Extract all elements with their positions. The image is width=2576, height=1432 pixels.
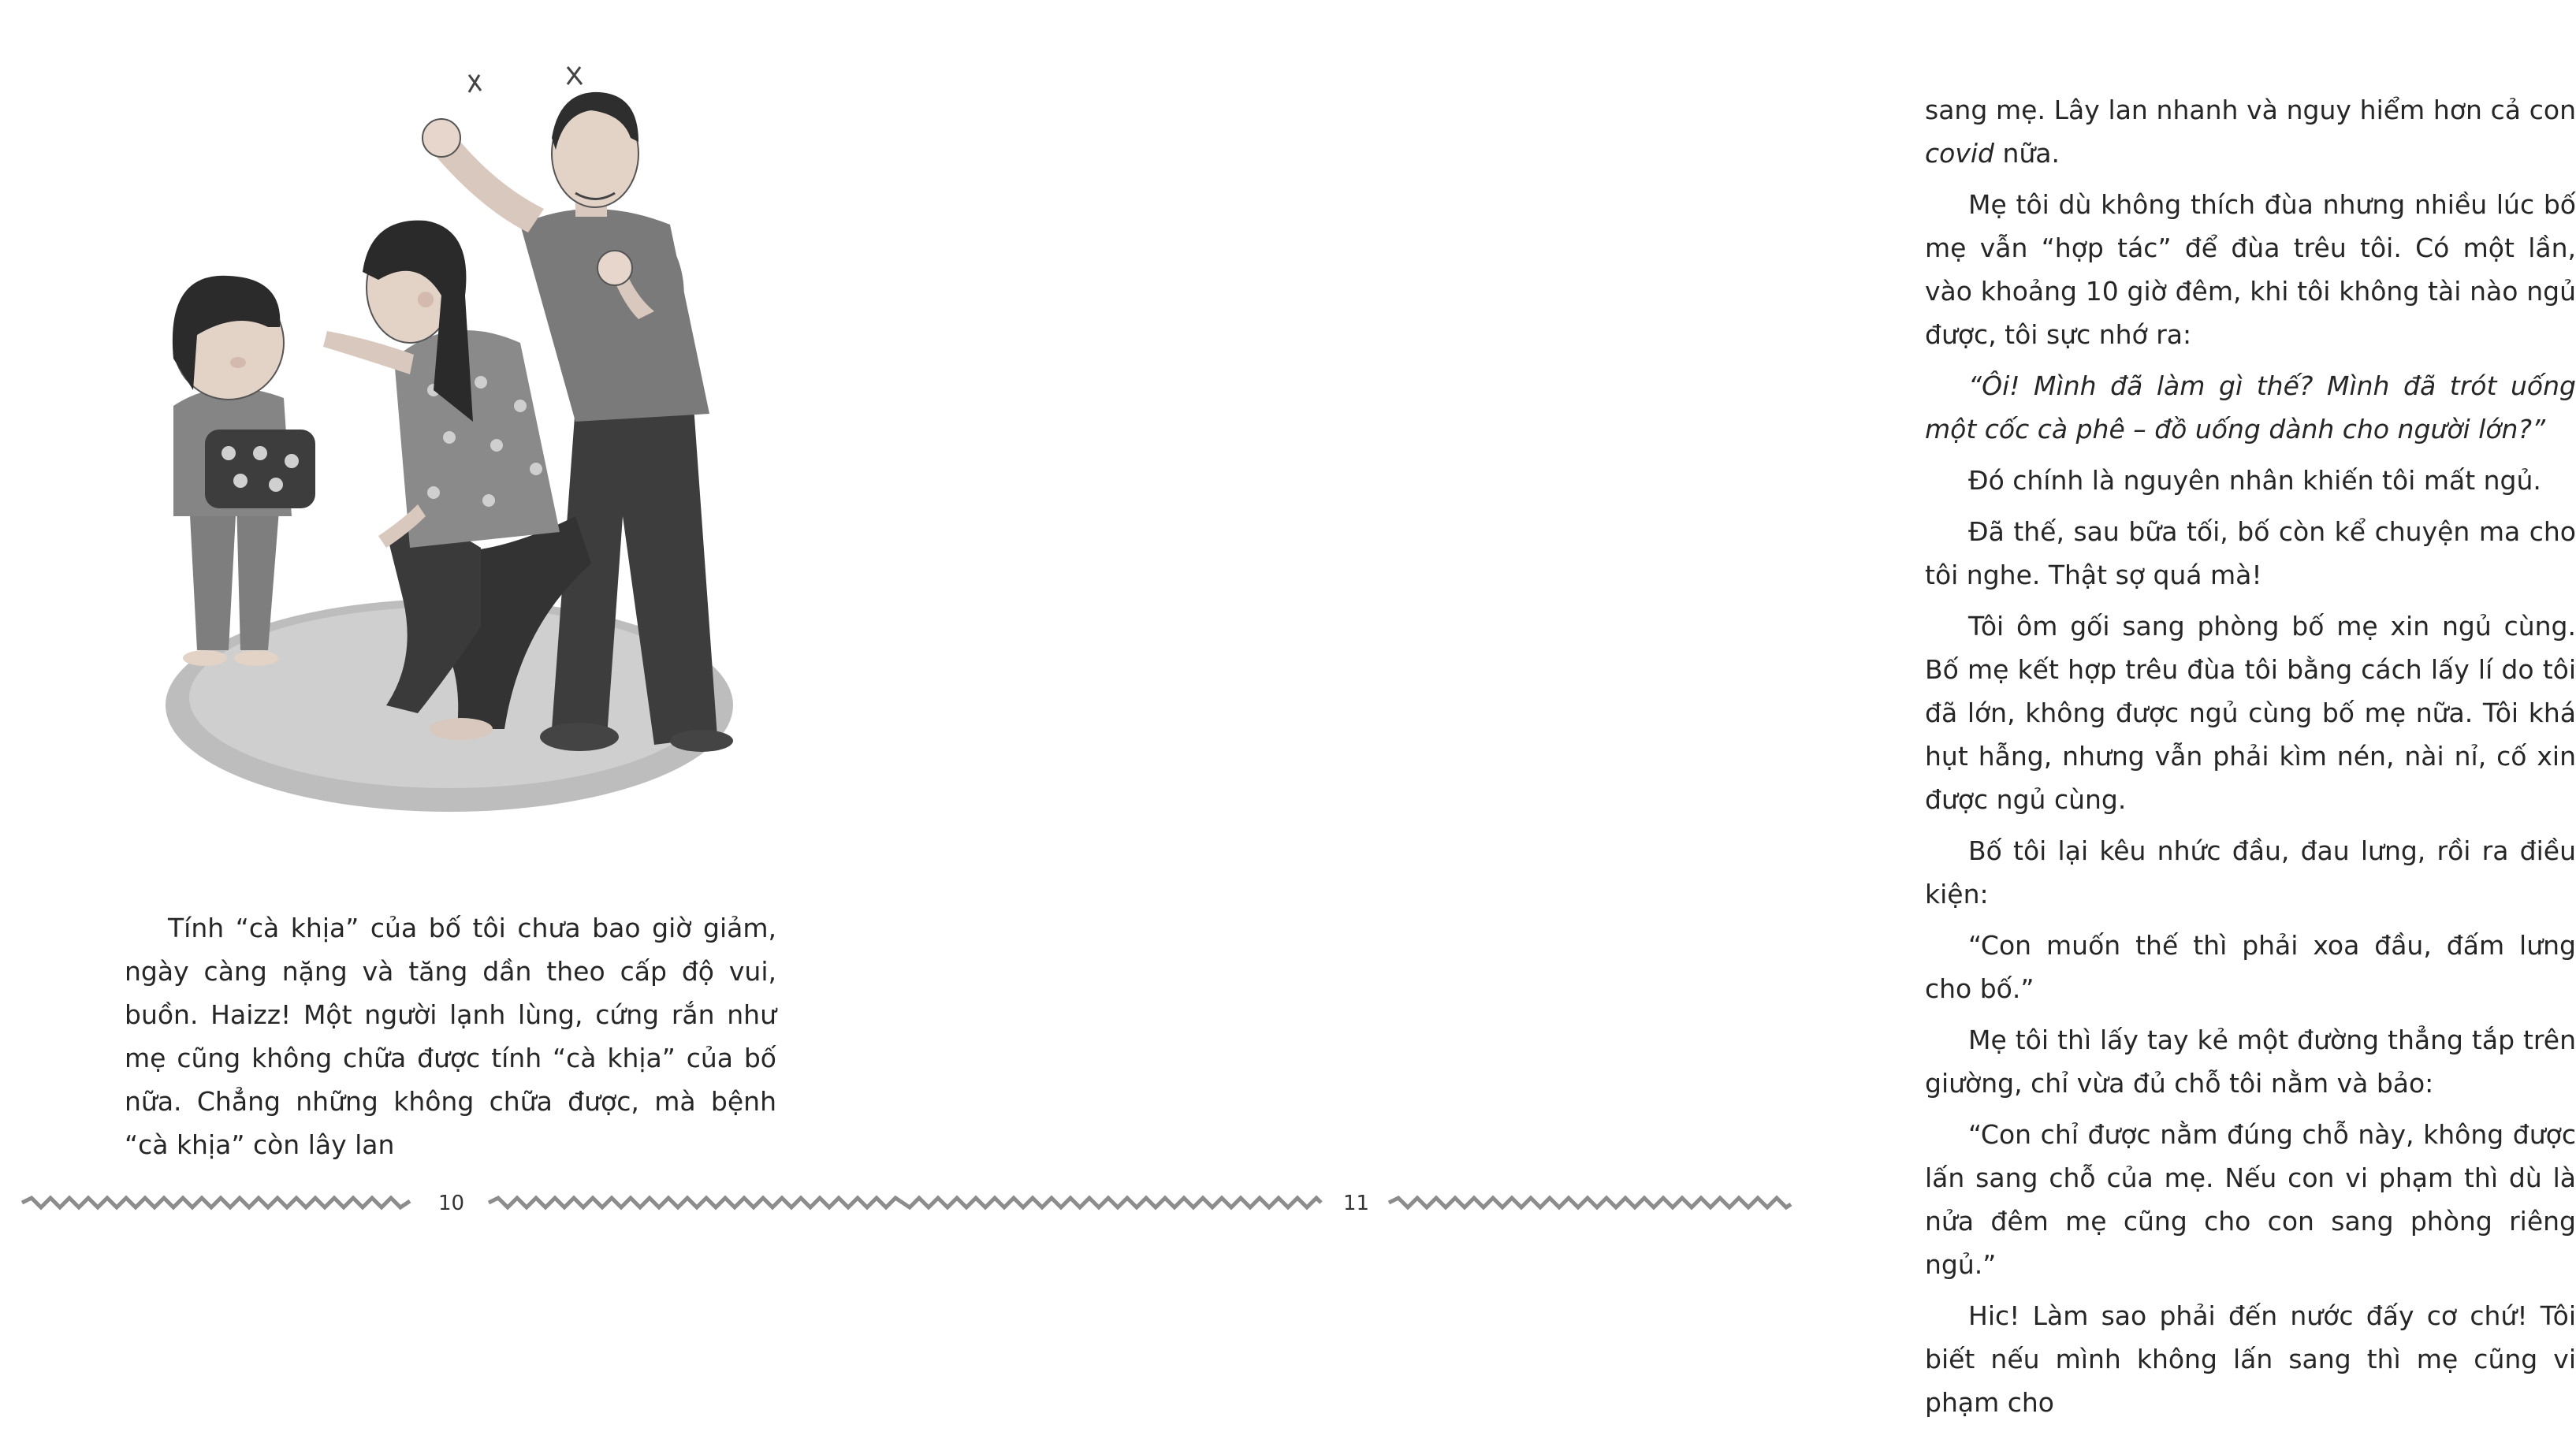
paragraph-6: Tôi ôm gối sang phòng bố mẹ xin ngủ cùng. Bố mẹ kết hợp trêu đùa tôi bằng cách lấy lí do tôi đã lớn, không được ngủ cùng bố mẹ nữa. Tôi khá hụt hẫng, nhưng vẫn phải kìm nén, nài nỉ, cố xin được ngủ cùng. (1925, 611, 2576, 815)
covid-italic-word: covid (1925, 138, 1994, 169)
zigzag-ornament-icon (1389, 1192, 1791, 1214)
paragraph-1-text: sang mẹ. Lây lan nhanh và nguy hiểm hơn cả con (1925, 95, 2576, 125)
child-figure (173, 276, 315, 666)
page-number: 11 (1343, 1192, 1370, 1215)
right-page (900, 0, 2576, 1418)
paragraph-3-italic: “Ôi! Mình đã làm gì thế? Mình đã trót uống một cốc cà phê – đồ uống dành cho người lớn?” (1925, 370, 2576, 444)
zigzag-ornament-icon (489, 1192, 900, 1214)
paragraph-11: Hic! Làm sao phải đến nước đấy cơ chứ! Tôi biết nếu mình không lấn sang thì mẹ cũng vi phạm cho (1925, 1300, 2576, 1418)
left-body-text (125, 906, 776, 1166)
paragraph-1-end: nữa. (1993, 138, 2060, 169)
left-page (0, 0, 900, 1273)
left-paragraph: Tính “cà khịa” của bố tôi chưa bao giờ giảm, ngày càng nặng và tăng dần theo cấp độ vui, buồn. Haizz! Một người lạnh lùng, cứng rắn như mẹ cũng không chữa được tính “cà khịa” của bố nữa. Chẳng những không chữa được, mà bệnh “cà khịa” còn lây lan (125, 913, 776, 1160)
paragraph-8: “Con muốn thế thì phải xoa đầu, đấm lưng cho bố.” (1925, 930, 2576, 1004)
page-number: 10 (438, 1192, 465, 1215)
paragraph-1 (1925, 88, 2576, 175)
zigzag-ornament-icon (22, 1192, 410, 1214)
right-body-text (1925, 88, 2576, 1432)
paragraph-2: Mẹ tôi dù không thích đùa nhưng nhiều lúc bố mẹ vẫn “hợp tác” để đùa trêu tôi. Có một lần, vào khoảng 10 giờ đêm, khi tôi không tài nào ngủ được, tôi sực nhớ ra: (1925, 189, 2576, 350)
family-illustration (150, 75, 749, 820)
paragraph-7: Bố tôi lại kêu nhức đầu, đau lưng, rồi ra điều kiện: (1925, 835, 2576, 909)
zigzag-ornament-icon (900, 1192, 1321, 1214)
paragraph-4: Đó chính là nguyên nhân khiến tôi mất ngủ. (1968, 465, 2541, 496)
paragraph-5: Đã thế, sau bữa tối, bố còn kể chuyện ma cho tôi nghe. Thật sợ quá mà! (1925, 516, 2576, 590)
paragraph-10: “Con chỉ được nằm đúng chỗ này, không được lấn sang chỗ của mẹ. Nếu con vi phạm thì dù là nửa đêm mẹ cũng cho con sang phòng riêng ngủ.” (1925, 1119, 2576, 1280)
paragraph-9: Mẹ tôi thì lấy tay kẻ một đường thẳng tắp trên giường, chỉ vừa đủ chỗ tôi nằm và bảo: (1925, 1025, 2576, 1099)
